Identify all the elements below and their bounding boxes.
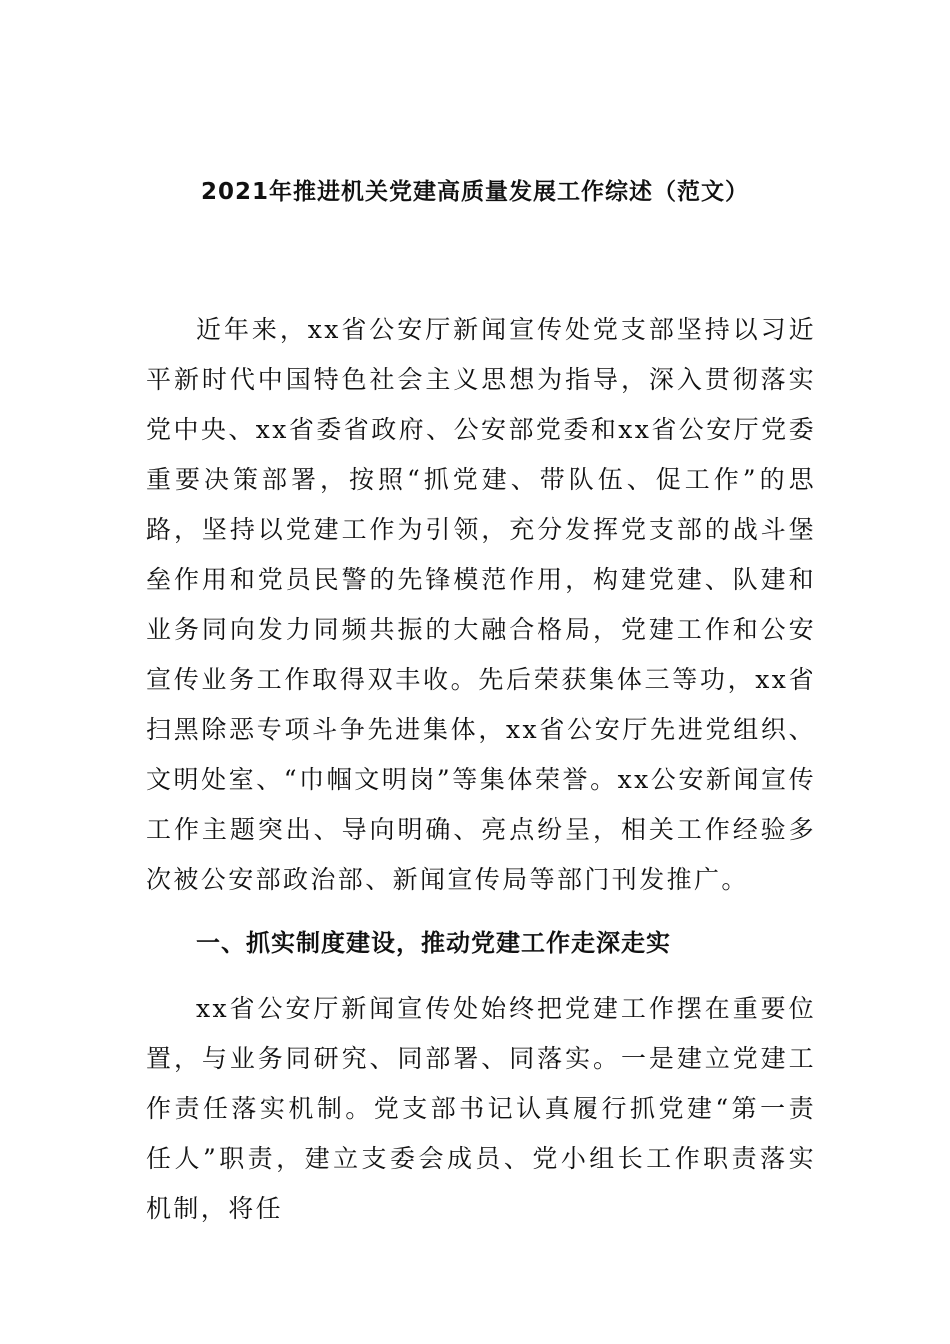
- section-1-paragraph: xx省公安厅新闻宣传处始终把党建工作摆在重要位置，与业务同研究、同部署、同落实。一是建立党建工作责任落实机制。党支部书记认真履行抓党建“第一责任人”职责，建立支委会成员、党小组长工作职责落实机制，将任: [146, 994, 816, 1223]
- document-title: 2021年推进机关党建高质量发展工作综述（范文）: [200, 179, 749, 205]
- intro-paragraph: 近年来，xx省公安厅新闻宣传处党支部坚持以习近平新时代中国特色社会主义思想为指导，深入贯彻落实党中央、xx省委省政府、公安部党委和xx省公安厅党委重要决策部署，按照“抓党建、带队伍、促工作”的思路，坚持以党建工作为引领，充分发挥党支部的战斗堡垒作用和党员民警的先锋模范作用，构建党建、队建和业务同向发力同频共振的大融合格局，党建工作和公安宣传业务工作取得双丰收。先后荣获集体三等功，xx省扫黑除恶专项斗争先进集体，xx省公安厅先进党组织、文明处室、“巾帼文明岗”等集体荣誉。xx公安新闻宣传工作主题突出、导向明确、亮点纷呈，相关工作经验多次被公安部政治部、新闻宣传局等部门刊发推广。: [146, 315, 816, 894]
- section-1-heading: 一、抓实制度建设，推动党建工作走深走实: [196, 929, 671, 957]
